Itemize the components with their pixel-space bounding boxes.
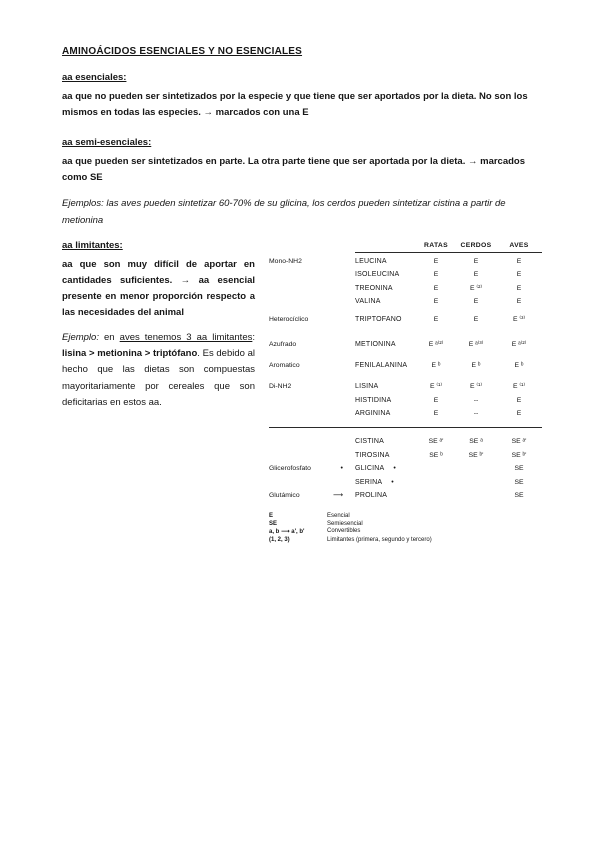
header-spacer [355, 242, 416, 249]
cell-ratas: E [433, 284, 439, 292]
text-run: Ejemplo: [62, 331, 99, 343]
cell-ratas: E [433, 271, 439, 278]
amino-name: METIONINA [355, 341, 396, 348]
amino-name: TIROSINA [355, 451, 390, 459]
legend-key: (1, 2, 3) [269, 536, 290, 543]
text-run: en [98, 331, 120, 343]
paragraph-aa-semi-esenciales [62, 154, 542, 187]
table-row [269, 362, 542, 370]
paragraph-aa-esenciales [62, 89, 542, 122]
group-cell [269, 492, 355, 500]
table-legend [269, 513, 542, 543]
cell-aves: E [516, 396, 522, 404]
legend-row [269, 528, 542, 535]
legend-value: Esencial [327, 513, 350, 519]
legend-row [269, 521, 542, 527]
col-header-cerdos: CERDOS [460, 241, 492, 249]
text-run: marcados con una E [215, 107, 309, 119]
doc-title: AMINOÁCIDOS ESENCIALES Y NO ESENCIALES [62, 46, 303, 57]
table-row [269, 479, 542, 487]
cell-ratas: E ⁽¹⁾ [429, 383, 443, 390]
group-cell [269, 465, 355, 473]
legend-key: E [269, 513, 274, 519]
group-label: Di-NH2 [269, 383, 292, 390]
group-label: Glicerofosfato [269, 465, 311, 472]
cell-aves: E [516, 257, 522, 265]
cell-cerdos: -- [473, 396, 479, 404]
table-column [269, 240, 542, 543]
arrow-icon: → [180, 274, 191, 286]
table-row [269, 492, 542, 500]
table-row [269, 397, 542, 405]
legend-key: SE [269, 520, 278, 527]
table-row [269, 341, 542, 349]
amino-name: FENILALANINA [355, 362, 408, 369]
cell-aves: E [516, 271, 522, 278]
legend-key: a, b ⟶ a', b' [269, 529, 305, 535]
heading-aa-semi-esenciales: aa semi-esenciales: [62, 136, 152, 148]
cell-cerdos: SE ᵃ [469, 438, 483, 445]
amino-name: TREONINA [355, 284, 393, 292]
group-label: Aromatico [269, 362, 300, 369]
cell-cerdos: -- [473, 410, 479, 417]
arrow-icon: → [467, 155, 478, 167]
cell-ratas: E ᵇ [431, 362, 441, 369]
cell-cerdos: E [473, 271, 479, 278]
table-row [269, 271, 542, 279]
table-header-row [355, 242, 542, 253]
amino-name: GLICINA [355, 465, 385, 472]
cell-ratas: E [433, 316, 439, 323]
group-label: Azufrado [269, 341, 297, 348]
text-run: aa que son muy difícil de aportar en cantidades suficientes. [62, 258, 255, 286]
two-column-section [62, 240, 542, 543]
heading-aa-esenciales: aa esenciales: [62, 72, 127, 83]
bullet-icon: • [393, 465, 397, 472]
legend-row [269, 537, 542, 543]
cell-ratas: E [433, 257, 439, 265]
table-row [269, 438, 542, 446]
cell-cerdos: E ⁽²⁾ [469, 284, 483, 292]
name-cell [355, 492, 416, 500]
cell-aves: E ⁽³⁾ [512, 316, 526, 323]
amino-acid-table [269, 242, 542, 543]
connector-icon: • [340, 465, 343, 472]
long-arrow-icon: ⟶ [332, 492, 343, 499]
cell-ratas: E ᵃ⁽²⁾ [428, 341, 444, 348]
cell-aves: E [516, 410, 522, 417]
text-run: aa que no pueden ser sintetizados por la especie y que tiene que ser aportados por la dieta. No son los mismos en todas las especies. [62, 91, 528, 119]
group-label: Mono-NH2 [269, 257, 302, 265]
name-cell [355, 465, 416, 473]
heading-aa-limitantes: aa limitantes: [62, 239, 123, 251]
arrow-icon: → [203, 107, 214, 119]
cell-cerdos: E ᵃ⁽³⁾ [468, 341, 484, 348]
table-divider [269, 427, 542, 428]
group-label: Glutámico [269, 492, 300, 499]
amino-name: HISTIDINA [355, 396, 392, 404]
table-row [269, 452, 542, 460]
amino-name: LISINA [355, 383, 379, 390]
cell-ratas: SE ᵇ [429, 451, 443, 459]
cell-cerdos: E [473, 257, 479, 265]
group-label: Heterocíclico [269, 316, 309, 323]
paragraph-ejemplos: Ejemplos: las aves pueden sintetizar 60-70% de su glicina, los cerdos pueden sintetizar cistina a partir de metionina [62, 198, 506, 227]
text-run: aves tenemos 3 aa limitantes [119, 331, 253, 343]
name-cell [355, 438, 416, 446]
legend-value: Limitantes (primera, segundo y tercero) [327, 536, 432, 543]
amino-name: TRIPTOFANO [355, 316, 402, 323]
paragraph-aa-limitantes [62, 257, 255, 322]
table-row [269, 410, 542, 418]
table-row [269, 383, 542, 391]
cell-ratas: E [433, 410, 439, 417]
cell-aves: SE ᵃ' [511, 438, 527, 445]
table-row [269, 298, 542, 306]
col-header-aves: AVES [509, 241, 529, 249]
cell-aves: SE [514, 465, 524, 472]
limitantes-column [62, 240, 255, 412]
cell-ratas: SE ᵃ' [428, 438, 444, 445]
text-run: aa esencial presente en menor proporción respecto a las necesidades del animal [62, 274, 256, 319]
legend-value: Semiesencial [327, 520, 363, 527]
cell-ratas: E [433, 298, 439, 305]
col-header-ratas: RATAS [424, 241, 448, 249]
text-run: aa que pueden ser sintetizados en parte. La otra parte tiene que ser aportada por la dieta. [62, 155, 466, 167]
amino-name: ISOLEUCINA [355, 271, 400, 278]
cell-cerdos: E ᵇ [471, 362, 481, 369]
cell-aves: E [516, 298, 522, 305]
cell-aves: SE ᵇ' [511, 451, 527, 459]
cell-cerdos: E [473, 298, 479, 305]
amino-name: LEUCINA [355, 257, 387, 265]
cell-aves: E [516, 284, 522, 292]
name-cell [355, 452, 416, 460]
paragraph-ejemplo-limitantes [62, 330, 255, 412]
cell-cerdos: E [473, 316, 479, 323]
table-row [269, 316, 542, 324]
amino-name: PROLINA [355, 492, 388, 499]
cell-aves: E ᵃ⁽²⁾ [511, 341, 527, 348]
cell-aves: E ⁽¹⁾ [512, 383, 526, 390]
amino-name: SERINA [355, 478, 383, 486]
amino-name: CISTINA [355, 438, 385, 445]
name-cell [355, 479, 416, 487]
table-row [269, 258, 542, 266]
text-run: . Es debido al hecho que las dietas son compuestas mayoritariamente por cereales que son deficitarias en estos aa. [62, 348, 255, 409]
cell-aves: SE [514, 478, 524, 486]
legend-row [269, 513, 542, 519]
table-row [269, 465, 542, 473]
text-run: marcados como SE [62, 155, 526, 183]
cell-cerdos: E ⁽¹⁾ [469, 383, 483, 390]
bullet-icon: • [391, 478, 394, 486]
cell-aves: SE [514, 492, 524, 499]
cell-aves: E ᵇ [514, 362, 524, 369]
amino-name: ARGININA [355, 410, 391, 417]
table-row [269, 285, 542, 293]
text-run: : [252, 331, 255, 343]
cell-ratas: E [433, 396, 439, 404]
text-run: lisina > metionina > triptófano [62, 348, 198, 360]
legend-value: Convertibles [327, 528, 361, 534]
amino-name: VALINA [355, 298, 381, 305]
cell-cerdos: SE ᵇ' [468, 451, 484, 459]
